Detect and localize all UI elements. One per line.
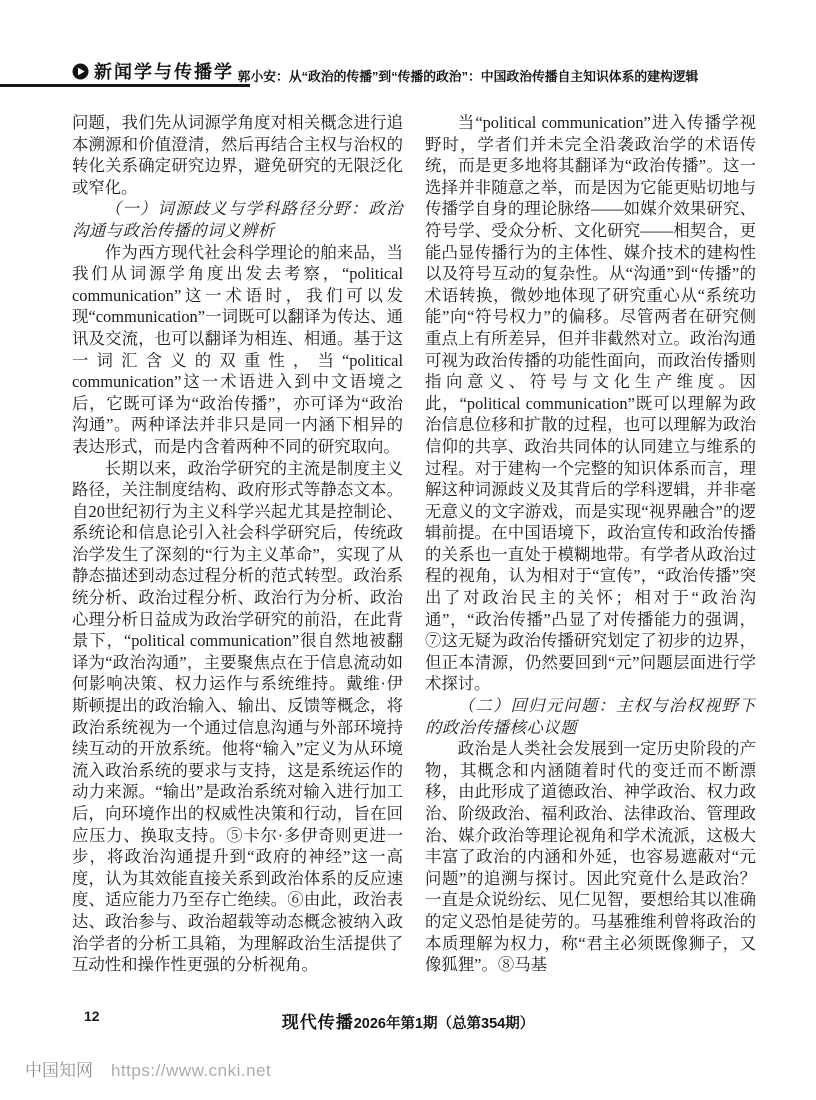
cnki-brand: 中国知网: [25, 1061, 93, 1080]
paragraph: 当“political communication”进入传播学视野时，学者们并未完全沿袭政治学的术语传统，而是更多地将其翻译为“政治传播”。这一选择并非随意之举，而是因为它能更贴切地与传播学自身的理论脉络——如媒介效果研究、符号学、受众分析、文化研究——相契合，更能凸显传播行为的主体性、媒介技术的建构性以及符号互动的复杂性。从“沟通”到“传播”的术语转换，微妙地体现了研究重心从“系统功能”向“符号权力”的偏移。尽管两者在研究侧重点上有所差异，但并非截然对立。政治沟通可视为政治传播的功能性面向，而政治传播则指向意义、符号与文化生产维度。因此，“political communication”既可以理解为政治信息位移和扩散的过程，也可以理解为政治信仰的共享、政治共同体的认同建立与维系的过程。对于建构一个完整的知识体系而言，理解这种词源歧义及其背后的学科逻辑，并非毫无意义的文字游戏，而是实现“视界融合”的逻辑前提。在中国语境下，政治宣传和政治传播的关系也一直处于模糊地带。有学者从政治过程的视角，认为相对于“宣传”，“政治传播”突出了对政治民主的关怀；相对于“政治沟通”，“政治传播”凸显了对传播能力的强调，⑦这无疑为政治传播研究划定了初步的边界，但正本清源，仍然要回到“元”问题层面进行学术探讨。: [425, 113, 756, 694]
subsection-heading-2: （二）回归元问题：主权与治权视野下的政治传播核心议题: [425, 696, 756, 737]
page-number: 12: [84, 1008, 100, 1024]
paragraph-continuation: 问题，我们先从词源学角度对相关概念进行追本溯源和价值澄清，然后再结合主权与治权的转化关系确定研究边界，避免研究的无限泛化或窄化。: [72, 113, 403, 197]
subsection-heading-1: （一）词源歧义与学科路径分野：政治沟通与政治传播的词义辨析: [72, 199, 403, 240]
cnki-watermark: [25, 1056, 271, 1081]
paragraph: 作为西方现代社会科学理论的舶来品，当我们从词源学角度出发去考察，“political communication”这一术语时，我们可以发现“communication”一词既可以翻译为传达、通讯及交流，也可以翻译为相连、相通。基于这一词汇含义的双重性，当“political communication”这一术语进入到中文语境之后，它既可译为“政治传播”，亦可译为“政治沟通”。两种译法并非只是同一内涵下相异的表达形式，而是内含着两种不同的研究取向。: [72, 242, 403, 456]
article-body: [72, 112, 756, 980]
paragraph: 政治是人类社会发展到一定历史阶段的产物，其概念和内涵随着时代的变迁而不断漂移，由此形成了道德政治、神学政治、权力政治、阶级政治、福利政治、法律政治、管理政治、媒介政治等理论视角和学术流派，这极大丰富了政治的内涵和外延，也容易遮蔽对“元问题”的追溯与探讨。因此究竟什么是政治？一直是众说纷纭、见仁见智，要想给其以准确的定义恐怕是徒劳的。马基雅维利曾将政治的本质理解为权力，称“君主必须既像狮子，又像狐狸”。⑧马基: [425, 739, 756, 975]
journal-logo: 现代传播: [281, 1013, 354, 1032]
section-marker-icon: [72, 63, 89, 80]
section-label-text: 新闻学与传播学: [94, 62, 234, 82]
paragraph: 长期以来，政治学研究的主流是制度主义路径，关注制度结构、政府形式等静态文本。自20世纪初行为主义科学兴起尤其是控制论、系统论和信息论引入社会科学研究后，传统政治学发生了深刻的“行为主义革命”，实现了从静态描述到动态过程分析的范式转型。政治系统分析、政治过程分析、政治行为分析、政治心理分析日益成为政治学研究的前沿，在此背景下，“political communication”很自然地被翻译为“政治沟通”，主要聚焦点在于信息流动如何影响决策、权力运作与系统维持。戴维·伊斯顿提出的政治输入、输出、反馈等概念，将政治系统视为一个通过信息沟通与外部环境持续互动的开放系统。他将“输入”定义为从环境流入政治系统的要求与支持，这是系统运作的动力来源。“输出”是政治系统对输入进行加工后，向环境作出的权威性决策和行动，旨在回应压力、换取支持。⑤卡尔·多伊奇则更进一步，将政治沟通提升到“政府的神经”这一高度，认为其效能直接关系到政治体系的反应速度、适应能力乃至存亡绝续。⑥由此，政治表达、政治参与、政治超载等动态概念被纳入政治学者的分析工具箱，为理解政治生活提供了互动性和操作性更强的分析视角。: [72, 458, 403, 975]
journal-issue-line: [0, 1008, 816, 1033]
issue-info: 2026年第1期（总第354期）: [353, 1016, 535, 1032]
cnki-url: https://www.cnki.net: [111, 1061, 272, 1080]
running-head: 郭小安：从“政治的传播”到“传播的政治”：中国政治传播自主知识体系的建构逻辑: [237, 69, 699, 84]
